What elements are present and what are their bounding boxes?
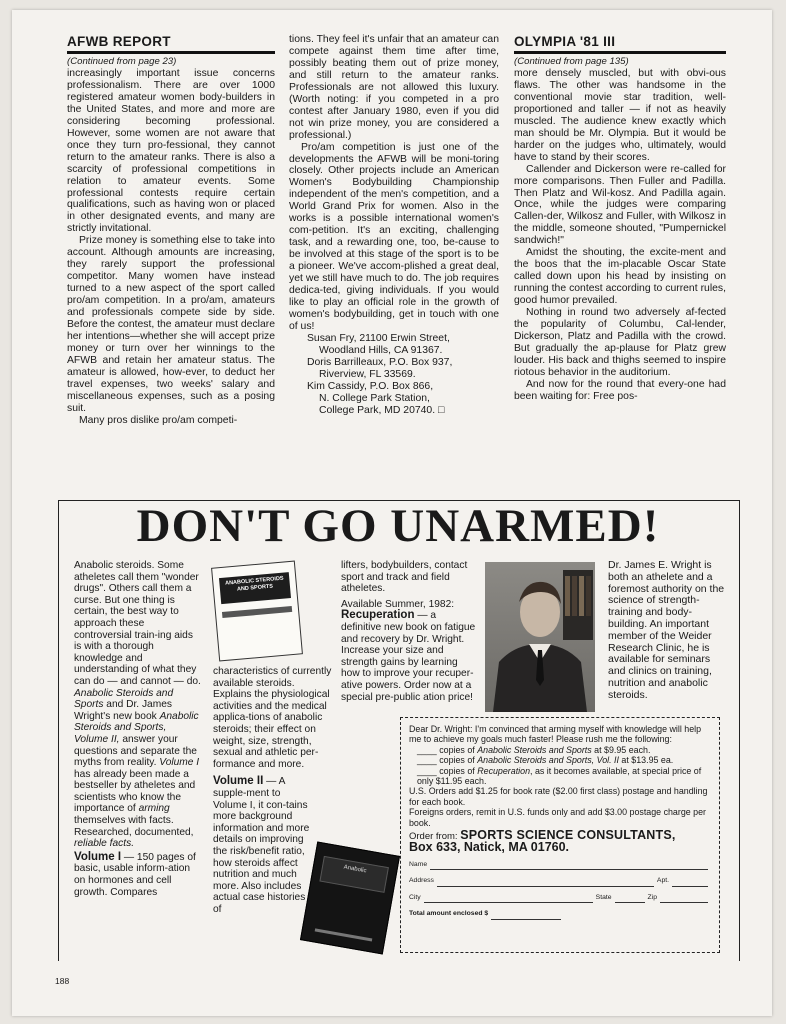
address-line: Riverview, FL 33569. bbox=[319, 368, 416, 380]
address-field[interactable]: Address Apt. bbox=[409, 876, 711, 886]
paragraph: increasingly important issue concerns professionalism. There are over 1000 registered amateur women body-builders in the United States, and more and more are considering becoming professional. However, some women are not aware that once they turn pro-fessional, they cannot return to the amateur ranks. There is also a scarcity of professional competitions in relation to amateur events. Some professional contests require certain qualifications, such as having won or placed in other designated events, and many are strictly invitational. bbox=[67, 68, 275, 235]
book-volume-1-image bbox=[211, 561, 303, 662]
ad-athletes-text: lifters, bodybuilders, contact sport and track and field atheletes. bbox=[341, 560, 468, 595]
book-volume-2-image bbox=[300, 841, 400, 954]
contact-addresses bbox=[289, 333, 499, 417]
book-2-stripe bbox=[315, 928, 373, 941]
order-item-3: ____ copies of Recuperation, as it becomes available, at special price of only $11.95 each. bbox=[417, 765, 702, 787]
author-photo bbox=[485, 562, 595, 712]
afwb-report-header: AFWB REPORT bbox=[67, 34, 171, 49]
us-postage-note: U.S. Orders add $1.25 for book rate ($2.00 first class) postage and handling for each book. bbox=[409, 786, 708, 807]
foreign-postage-note: Foreigns orders, remit in U.S. funds only and add $3.00 postage charge per book. bbox=[409, 807, 706, 828]
paragraph: Callender and Dickerson were re-called for more comparisons. Then Fuller and Padilla. Then Platz and Wil-kosz. And Padilla again. Once, while the judges were comparing Callen-der, Wilkosz and Fuller, with Wilkosz in the middle, someone shouted, "Pumpernickel sandwich!" bbox=[514, 163, 726, 247]
paragraph: Pro/am competition is just one of the developments the AFWB will be moni-toring closely. Other projects include an American Women's Bodybuilding Championship independent of the men's competition, and a World Grand Prix for women. Also in the works is a possible international women's com-petition. It's an exciting, challenging task, and a rewarding one, too, be-cause to be involved at this stage of the sport is to be a pioneer. We've accom-plished a great deal, yet we still have much to do. The job requires dedica-ted, giving individuals. If you would like to play an official role in the growth of women's bodybuilding, get in touch with one of us! bbox=[289, 141, 499, 332]
paragraph: Nothing in round two adversely af-fected the popularity of Columbu, Cal-lender, Dickerson, Platz and Padilla with the crowd. But gradually the ap-plause for Platz grew louder. His back and thighs seemed to inspire riotous behavior in the auditorium. bbox=[514, 307, 726, 378]
afwb-report-column bbox=[67, 34, 275, 427]
author-bio: Dr. James E. Wright is both an athelete and a foremost authority on the science of strength-training and body-building. An important member of the Weider Research Clinic, he is available for seminars and clinics on training, nutrition and anabolic steroids. bbox=[608, 559, 725, 701]
address-line: Doris Barrilleaux, P.O. Box 937, bbox=[307, 356, 453, 368]
order-from: Order from: SPORTS SCIENCE CONSULTANTS, bbox=[409, 828, 676, 843]
order-item-2: ____ copies of Anabolic Steroids and Sports, Vol. II at $13.95 ea. bbox=[417, 755, 674, 766]
coupon-intro: Dear Dr. Wright: I'm convinced that arming myself with knowledge will help me to achieve my goals much faster! Please rush me the following: bbox=[409, 724, 702, 745]
name-field[interactable]: Name bbox=[409, 860, 711, 870]
address-line: Susan Fry, 21100 Erwin Street, bbox=[307, 332, 450, 344]
continued-note: (Continued from page 135) bbox=[514, 56, 629, 67]
city-field[interactable]: City State Zip bbox=[409, 893, 711, 903]
recuperation-text: Available Summer, 1982: Recuperation — a definitive new book on fatigue and recovery by Dr. Wright. Increase your size and strength gains by learning how to improve your recuper-ative powers. Order now at a special pre-public ation price! bbox=[341, 598, 476, 703]
book-1-title: ANABOLIC STEROIDS AND SPORTS bbox=[219, 572, 291, 604]
ad-intro-text: Anabolic steroids. Some atheletes call them "wonder drugs". Others call them a curse. But one thing is certain, the best way to approach these controversial train-ing aids is with a thorough knowledge and understanding of what they can do — and cannot — do. Anabolic Steroids and Sports and Dr. James Wright's new book Anabolic Steroids and Sports, Volume II, answer your questions and separate the myths from reality. Volume I has already been made a bestseller by atheletes and scientists who know the importance of arming themselves with facts. Researched, documented, reliable facts. bbox=[74, 560, 201, 850]
paragraph: Many pros dislike pro/am competi- bbox=[79, 414, 238, 426]
paragraph: Amidst the shouting, the excite-ment and the boos that the im-placable Oscar State called down upon his head by insisting on running the contest according to current rules, good humor prevailed. bbox=[514, 247, 726, 307]
order-address: Box 633, Natick, MA 01760. bbox=[409, 840, 570, 855]
afwb-report-column-2 bbox=[289, 34, 499, 417]
book-2-title: Anabolic bbox=[319, 856, 389, 893]
book-1-stripe bbox=[222, 606, 292, 618]
order-item-1: ____ copies of Anabolic Steroids and Sports at $9.95 each. bbox=[417, 744, 651, 755]
paragraph: tions. They feel it's unfair that an amateur can compete against them time after time, possibly beating them out of prize money, and still return to the amateur ranks. Professionals are not allowed this luxury. (Worth noting: if you competed in a pro contest after January 1980, even if you did not win prize money, you are considered a professional.) bbox=[289, 34, 499, 141]
header-rule bbox=[67, 51, 275, 54]
olympia-header: OLYMPIA '81 III bbox=[514, 34, 616, 49]
volume-1-description: Volume I — 150 pages of basic, usable inform-ation on hormones and cell growth. Compares bbox=[74, 850, 196, 898]
ad-column-4 bbox=[608, 560, 728, 702]
header-rule bbox=[514, 51, 726, 54]
olympia-column bbox=[514, 34, 726, 403]
ad-column-3 bbox=[341, 560, 477, 703]
paragraph: And now for the round that every-one had been waiting for: Free pos- bbox=[514, 378, 726, 402]
paragraph: more densely muscled, but with obvi-ous flaws. The other was handsome in the conventional movie star tradition, well-proportioned and taller — if not as heavily muscled. The audience knew exactly which man should be Mr. Olympia. But it would be harder on the judges who, ultimately, would have to stand by their scores. bbox=[514, 68, 726, 163]
end-mark: □ bbox=[437, 404, 445, 416]
order-coupon[interactable] bbox=[400, 717, 720, 953]
ad-column-1 bbox=[74, 560, 202, 898]
page-number: 188 bbox=[55, 976, 70, 986]
author-portrait-icon bbox=[485, 562, 595, 712]
paragraph: Prize money is something else to take into account. Although amounts are increasing, they rarely support the professional competitor. Many women have instead turned to a new aspect of the sport called pro/am competition. In a pro/am, amateurs and professionals compete side by side. Before the contest, the amateur must declare her intentions—whether she will accept prize money or turn over her winnings to the AFWB and retain her amateur status. The amateur is allowed, how-ever, to deduct her travel expenses, two weeks' salary and miscellaneous expenses, such as a posing suit. bbox=[67, 235, 275, 414]
address-line: Woodland Hills, CA 91367. bbox=[319, 344, 443, 356]
address-line: Kim Cassidy, P.O. Box 866, bbox=[307, 380, 434, 392]
volume-2-description: Volume II — A supple-ment to Volume I, it con-tains more background information and more details on improving the risk/benefit ratio, how steroids affect nutrition and much more. Also includes actual case histories of bbox=[213, 775, 310, 915]
continued-note: (Continued from page 23) bbox=[67, 56, 177, 67]
address-line: College Park, MD 20740. □ bbox=[319, 404, 445, 416]
volume-1-continued: characteristics of currently available steroids. Explains the physiological activities and the medical applica-tions of anabolic steroids; their effect on weight, size, strength, sexual and athletic per-formance and more. bbox=[213, 666, 332, 770]
ad-headline: DON'T GO UNARMED! bbox=[136, 500, 660, 552]
total-field[interactable]: Total amount enclosed $ bbox=[409, 909, 711, 919]
address-line: N. College Park Station, bbox=[319, 392, 430, 404]
